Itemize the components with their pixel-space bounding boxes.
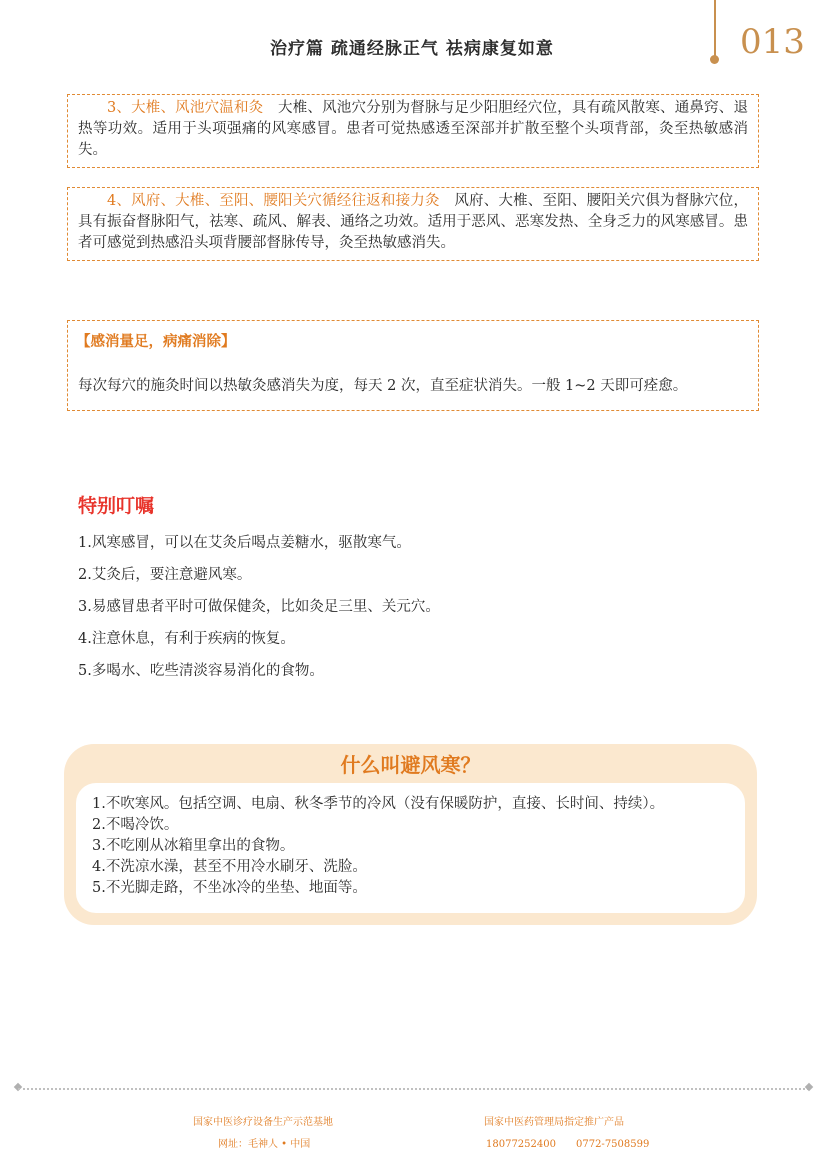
list-item: 2.艾灸后，要注意避风寒。 xyxy=(78,567,252,583)
faq-content xyxy=(76,783,745,913)
page-number: 013 xyxy=(740,22,805,62)
section-3-box xyxy=(67,94,759,168)
header-dot-ornament xyxy=(710,55,719,64)
header-divider xyxy=(714,0,716,56)
dose-box-title: 【感消量足，病痛消除】 xyxy=(76,333,236,350)
list-item: 2.不喝冷饮。 xyxy=(92,817,179,833)
list-item: 5.多喝水、吃些清淡容易消化的食物。 xyxy=(78,663,324,679)
list-item: 5.不光脚走路，不坐冰冷的坐垫、地面等。 xyxy=(92,880,367,896)
faq-list xyxy=(92,794,729,899)
footer-right-line1: 国家中医药管理局指定推广产品 xyxy=(484,1117,624,1128)
dose-box-body: 每次每穴的施灸时间以热敏灸感消失为度，每天 2 次，直至症状消失。一般 1~2 天即可痊愈。 xyxy=(78,378,688,394)
faq-title: 什么叫避风寒？ xyxy=(340,753,481,777)
list-item: 1.风寒感冒，可以在艾灸后喝点姜糖水，驱散寒气。 xyxy=(78,535,411,551)
chapter-title: 治疗篇 疏通经脉正气 祛病康复如意 xyxy=(270,39,554,59)
section-4-heading: 4、风府、大椎、至阳、腰阳关穴循经往返和接力灸 xyxy=(107,193,440,209)
footer-left-line1: 国家中医诊疗设备生产示范基地 xyxy=(193,1117,333,1128)
footer-right-line2: 18077252400 0772-7508599 xyxy=(486,1139,650,1150)
special-notes-list xyxy=(78,533,440,693)
list-item: 4.不洗凉水澡，甚至不用冷水刷牙、洗脸。 xyxy=(92,859,367,875)
dose-box xyxy=(67,320,759,411)
footer-left-line2: 网址：毛神人 • 中国 xyxy=(218,1139,311,1150)
list-item: 3.不吃刚从冰箱里拿出的食物。 xyxy=(92,838,295,854)
section-3-body: 大椎、风池穴分别为督脉与足少阳胆经穴位，具有疏风散寒、通鼻窍、退热等功效。适用于头项强痛的风寒感冒。患者可觉热感透至深部并扩散至整个头项背部，灸至热敏感消失。 xyxy=(78,100,748,158)
section-4-body: 风府、大椎、至阳、腰阳关穴俱为督脉穴位，具有振奋督脉阳气，祛寒、疏风、解表、通络之功效。适用于恶风、恶寒发热、全身乏力的风寒感冒。患者可感觉到热感沿头项背腰部督脉传导，灸至热敏感消失。 xyxy=(78,193,748,251)
footer-divider xyxy=(18,1088,809,1090)
section-3-heading: 3、大椎、风池穴温和灸 xyxy=(107,100,264,116)
list-item: 3.易感冒患者平时可做保健灸，比如灸足三里、关元穴。 xyxy=(78,599,440,615)
special-notes-heading: 特别叮嘱 xyxy=(78,495,155,517)
list-item: 1.不吹寒风。包括空调、电扇、秋冬季节的冷风（没有保暖防护，直接、长时间、持续）。 xyxy=(92,796,665,812)
faq-panel xyxy=(64,744,757,925)
list-item: 4.注意休息，有利于疾病的恢复。 xyxy=(78,631,295,647)
section-4-box xyxy=(67,187,759,261)
section-4-paragraph xyxy=(78,191,748,254)
section-3-paragraph xyxy=(78,98,748,161)
